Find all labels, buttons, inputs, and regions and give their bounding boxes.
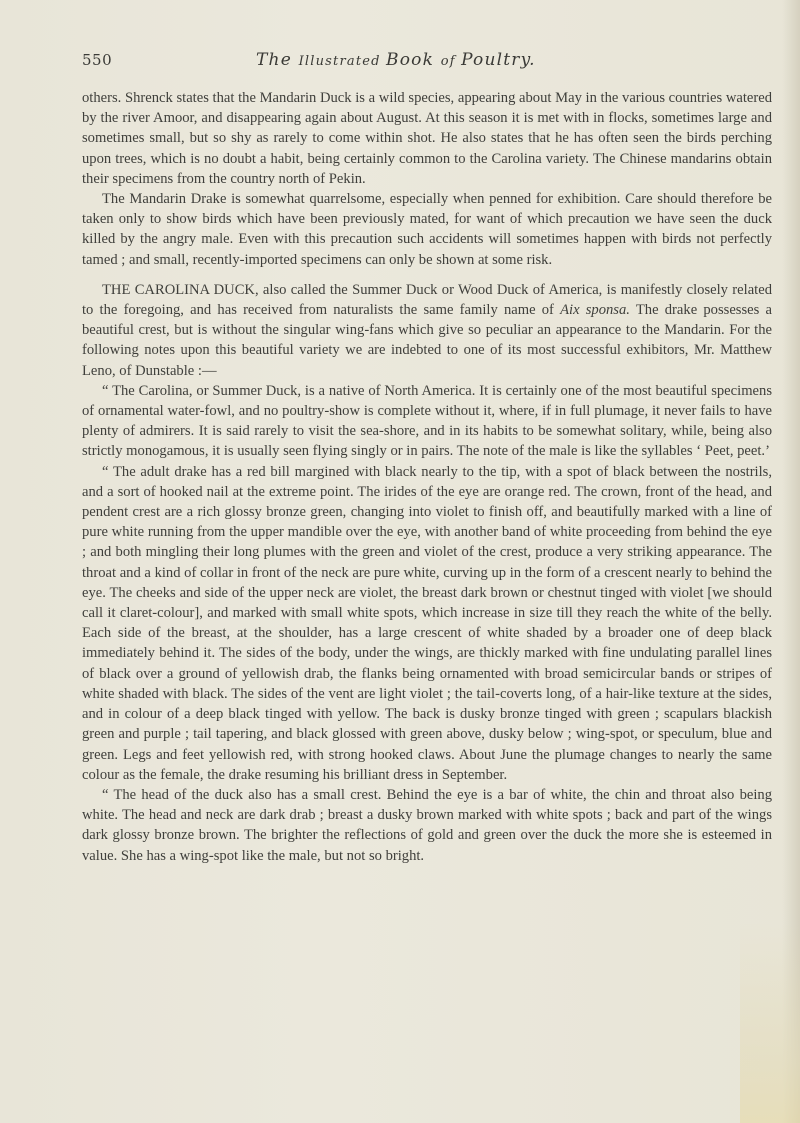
- body-text: [82, 88, 772, 866]
- running-title-word: Illustrated: [298, 54, 387, 69]
- page-edge-stain: [740, 923, 800, 1123]
- page-header: [82, 51, 772, 81]
- scientific-name: Aix sponsa.: [560, 302, 630, 319]
- page-number: 550: [82, 51, 113, 69]
- paragraph-mandarin-habits: others. Shrenck states that the Mandarin Duck is a wild species, appearing about May in the various countries watered by the river Amoor, and disappearing again about August. At this season it is met with in flocks, sometimes large and sometimes small, but so shy as rarely to come within shot. He also states that he has often seen the birds perching upon trees, which is no doubt a habit, being certainly common to the Carolina variety. The Chinese mandarins obtain their specimens from the country north of Pekin.: [82, 90, 772, 187]
- running-title: [256, 50, 536, 70]
- carolina-intro-continued: The drake possesses a beautiful crest, but is without the singular wing-fans which give so peculiar an appearance to the Mandarin. For the following notes upon this beautiful variety we are indebted to one of its most successful exhibitors, Mr. Matthew Leno, of Dunstable :—: [82, 302, 772, 379]
- paragraph-carolina-native: “ The Carolina, or Summer Duck, is a native of North America. It is certainly one of the most beautiful specimens of ornamental water-fowl, and no poultry-show is complete without it, where, if in full plumage, it never fails to have plenty of admirers. It is said rarely to visit the sea-shore, and in its habits to be somewhat solitary, while, being also strictly monogamous, it is usually seen flying singly or in pairs. The note of the male is like the syllables ‘ Peet, peet.’: [82, 382, 772, 460]
- paragraph-duck-female: “ The head of the duck also has a small crest. Behind the eye is a bar of white, the chin and throat also being white. The head and neck are dark drab ; breast a dusky brown marked with white spots ; back and part of the wings dark glossy bronze brown. The brighter the reflections of gold and green over the duck the more she is esteemed in value. She has a wing-spot like the male, but not so bright.: [82, 786, 772, 864]
- running-title-word: Poultry.: [461, 50, 536, 70]
- paragraph-carolina-intro: [82, 280, 772, 381]
- paragraph-adult-drake: “ The adult drake has a red bill margined with black nearly to the tip, with a spot of black between the nostrils, and a sort of hooked nail at the extreme point. The irides of the eye are orange red. The crown, front of the head, and pendent crest are a rich glossy bronze green, changing into violet to finish off, and beautifully marked with a line of pure white running from the upper mandible over the eye, with another band of white proceeding from behind the eye ; and both mingling their long plumes with the green and violet of the crest, produce a very striking appearance. The throat and a kind of collar in front of the neck are pure white, curving up in the form of a crescent nearly to behind the eye. The cheeks and side of the upper neck are violet, the breast dark brown or chestnut tinged with violet [we should call it claret-colour], and marked with small white spots, which increase in size till they reach the white of the belly. Each side of the breast, at the shoulder, has a large crescent of white shaded by a broader one of deep black immediately behind it. The sides of the body, under the wings, are thickly marked with fine undulating parallel lines of black over a ground of yellowish drab, the flanks being ornamented with broad semicircular bands or stripes of white shaded with black. The sides of the vent are light violet ; the tail-coverts long, of a hair-like texture at the sides, and in colour of a deep black tinged with yellow. The back is dusky bronze tinged with green ; scapulars blackish green and purple ; tail tapering, and black glossed with green above, dusky below ; wing-spot, or speculum, blue and green. Legs and feet yellowish red, with strong hooked claws. About June the plumage changes to nearly the same colour as the female, the drake resuming his brilliant dress in September.: [82, 463, 772, 783]
- running-title-word: The: [256, 50, 299, 70]
- running-title-word: Book: [386, 50, 441, 70]
- running-title-word: of: [440, 54, 462, 69]
- paragraph-mandarin-drake: The Mandarin Drake is somewhat quarrelsome, especially when penned for exhibition. Care should therefore be taken only to show birds which have been previously mated, for want of which precaution we have seen the duck killed by the angry male. Even with this precaution such accidents will sometimes happen with birds not perfectly tamed ; and small, recently-imported specimens can only be shown at some risk.: [82, 191, 772, 268]
- carolina-intro-text: THE CAROLINA DUCK, also called the Summer Duck or Wood Duck of America, is manifestly closely related to the foregoing, and has received from naturalists the same family name of: [82, 281, 772, 319]
